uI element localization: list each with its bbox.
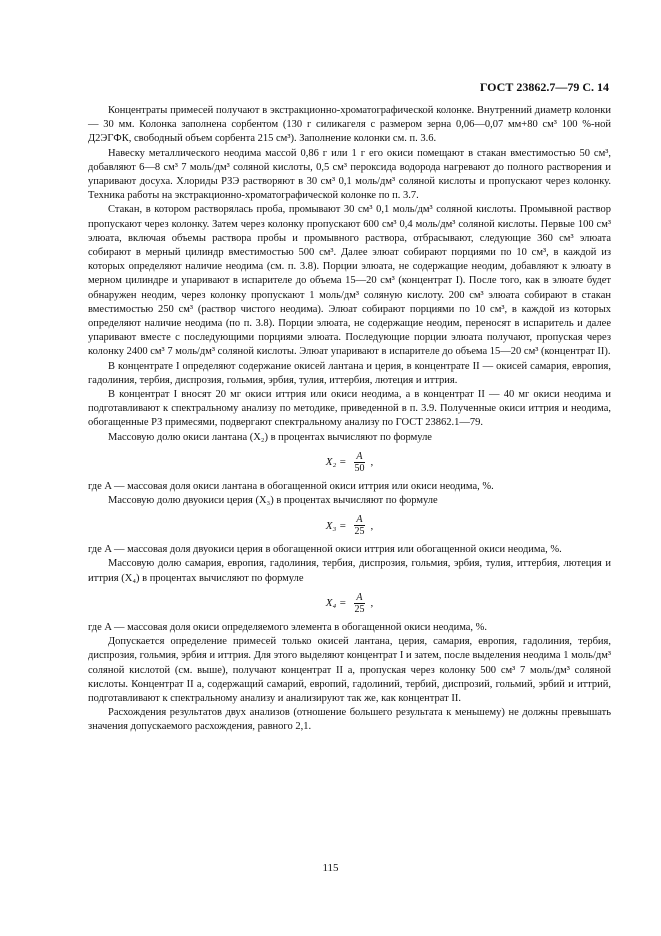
formula-3-denominator: 25 [354,603,365,615]
formula-2-intro: Массовую долю двуокиси церия (X₃) в процентах вычисляют по формуле [108,495,438,507]
formula-1-fraction [352,451,366,474]
paragraph-2: Навеску металлического неодима массой 0,86 г или 1 г его окиси помещают в стакан вместимостью 50 см³, добавляют 6—8 см³ 7 моль/дм³ соляной кислоты, 0,5 см³ пероксида водорода нагревают до полного растворения и упаривают досуха. Хлориды РЗЭ растворяют в 30 см³ 0,1 моль/дм³ соляной кислоты и пропускают через колонку. Техника работы на экстракционно-хроматографической колонке по п. 3.7. [88,147,611,202]
formula-1-intro: Массовую долю окиси лантана (X₂) в процентах вычисляют по формуле [108,431,432,443]
formula-1-lhs: X₂ = [325,456,347,469]
formula-2-numerator: A [356,514,363,526]
formula-3-fraction [352,592,366,615]
paragraph-3: Стакан, в котором растворялась проба, промывают 30 см³ 0,1 моль/дм³ соляной кислоты. Промывной раствор пропускают через колонку. Затем через колонку пропускают 600 см³ 0,4 моль/дм³ соляной кислоты. Первые 100 см³ элюата, включая объемы раствора пробы и промывного раствора, отбрасывают, следующие 360 см³ элюата собирают в мерный цилиндр вместимостью 500 см³. Далее элюат собирают порциями по 10 см³, в каждой из которых определяют наличие неодима (см. п. 3.8). Порции элюата, не содержащие неодим, добавляют к элюату в мерном цилиндре и упаривают в испарителе до объема 15—20 см³ (концентрат I). После того, как в элюате будет обнаружен неодим, через колонку пропускают 1 моль/дм³ соляную кислоту. 200 см³ элюата собирают в стакан вместимостью 250 см³ (раствор чистого неодима). Элюат собирают порциями по 10 см³, в каждой из которых определяют наличие неодима (по п. 3.8). Порции элюата, не содержащие неодим, переносят в испаритель и далее упаривают вместе с последующими порциями элюата. Последующие порции элюата получают, пропуская через колонку 2400 см³ 7 моль/дм³ соляной кислоты. Элюат упаривают в испарителе до объема 15—20 см³ (концентрат II). [88,204,611,358]
formula-1-numerator: A [356,450,363,462]
formula-3-numerator: A [356,591,363,603]
paragraph-5: В концентрат I вносят 20 мг окиси иттрия или окиси неодима, а в концентрат II — 40 мг окиси неодима и подготавливают к спектральному анализу по методике, приведенной в п. 3.9. Полученные окиси иттрия и неодима, обогащенные РЗ примесями, подвергают спектральному анализу по ГОСТ 23862.1—79. [88,389,611,429]
formula-2-denominator: 25 [354,526,365,538]
formula-2 [88,514,611,537]
formula-3-tail: , [370,597,374,610]
formula-2-tail: , [370,519,374,532]
closing-paragraph-2: Расхождения результатов двух анализов (отношение большего результата к меньшему) не должны превышать значения допускаемого расхождения, равного 2,1. [88,707,611,733]
formula-2-lhs: X₃ = [325,519,347,532]
formula-3 [88,592,611,615]
page-number: 115 [322,862,339,874]
paragraph-4: В концентрате I определяют содержание окисей лантана и церия, в концентрате II — окисей самария, европия, гадолиния, тербия, диспрозия, гольмия, эрбия, тулия, иттербия, лютеция и иттрия. [88,360,611,386]
closing-paragraph-1: Допускается определение примесей только окисей лантана, церия, самария, европия, гадолиния, тербия, диспрозия, гольмия, эрбия и иттрия. Для этого выделяют концентрат I и затем, после выделения неодима 1 моль/дм³ соляной кислотой (см. выше), получают концентрат II а, пропуская через колонку 500 см³ 7 моль/дм³ соляной кислоты. Концентрат II а, содержащий самарий, европий, гадолиний, тербий, диспрозий, гольмий, эрбий и иттрий, подготавливают к спектральному анализу и анализируют так же, как концентрат II. [88,636,611,704]
document-body [88,104,611,735]
formula-2-fraction [352,514,366,537]
formula-2-where: где A — массовая доля двуокиси церия в обогащенной окиси иттрия или обогащенной окиси неодима, %. [88,544,562,556]
formula-1-tail: , [370,456,374,469]
formula-3-where: где A — массовая доля окиси определяемого элемента в обогащенной окиси неодима, %. [88,621,488,633]
formula-1 [88,451,611,474]
formula-1-denominator: 50 [354,462,365,474]
formula-3-lhs: X₄ = [325,597,347,610]
page-header: ГОСТ 23862.7—79 С. 14 [479,80,609,94]
formula-1-where: где A — массовая доля окиси лантана в обогащенной окиси иттрия или окиси неодима, %. [88,480,494,492]
paragraph-1: Концентраты примесей получают в экстракционно-хроматографической колонке. Внутренний диаметр колонки — 30 мм. Колонка заполнена сорбентом (130 г силикагеля с размером зерна 0,06—0,07 мм+80 см³ 100 %-ной Д2ЭГФК, свободный объем сорбента 215 см³). Заполнение колонки см. п. 3.6. [88,105,611,145]
formula-3-intro: Массовую долю самария, европия, гадолиния, тербия, диспрозия, гольмия, эрбия, тулия, иттербия, лютеция и иттрия (X₄) в процентах вычисляют по формуле [88,558,611,584]
